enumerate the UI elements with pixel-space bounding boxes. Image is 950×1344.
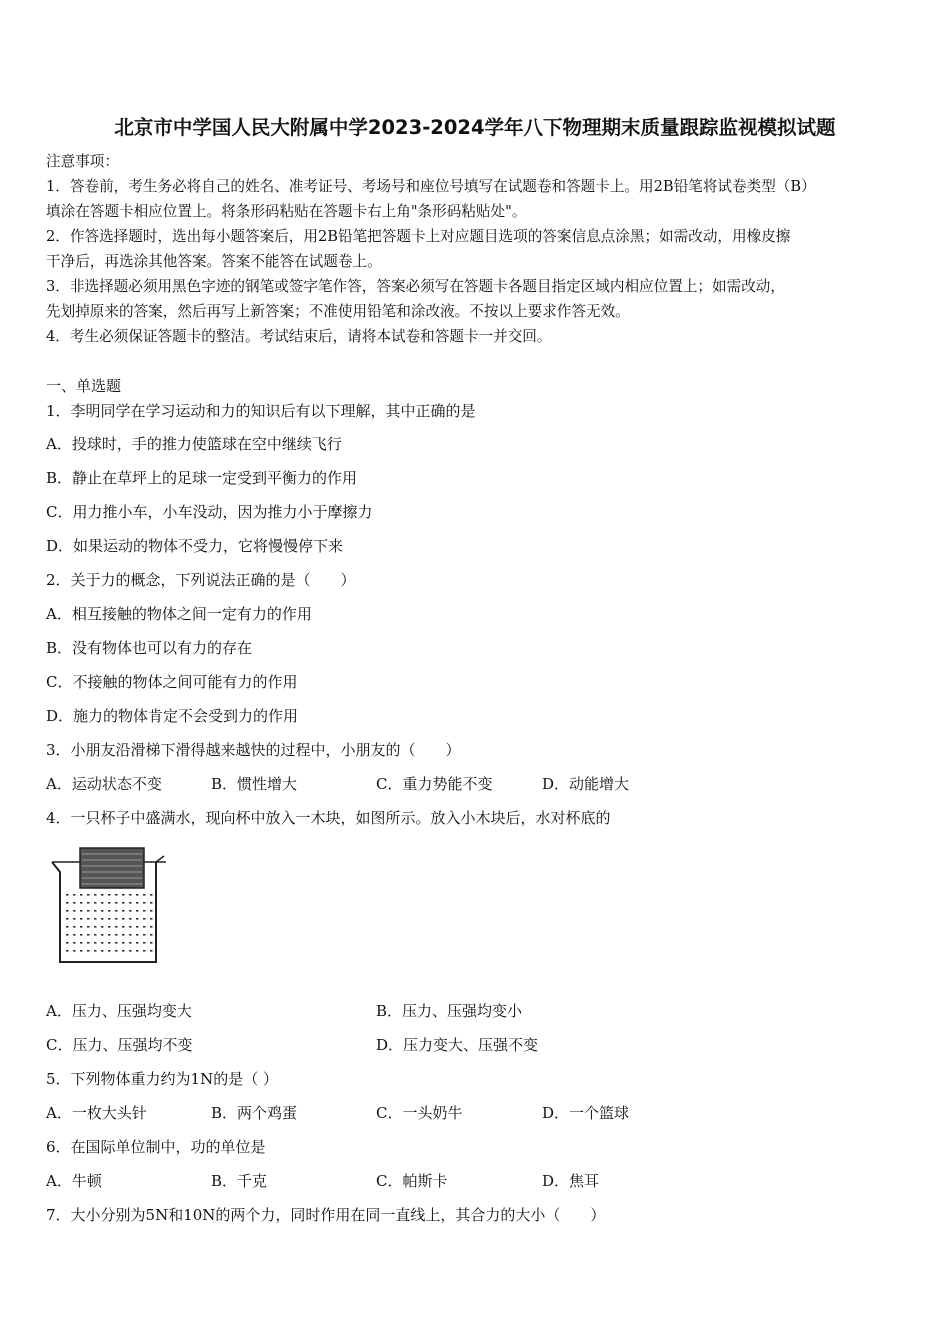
question-stem: 7．大小分别为5N和10N的两个力，同时作用在同一直线上，其合力的大小（ ）	[46, 1206, 606, 1224]
notice-line: 先划掉原来的答案，然后再写上新答案；不准使用铅笔和涂改液。不按以上要求作答无效。	[46, 303, 630, 320]
question-option: D．动能增大	[542, 775, 630, 793]
notice-line: 填涂在答题卡相应位置上。将条形码粘贴在答题卡右上角"条形码粘贴处"。	[46, 203, 527, 220]
question-option: B．没有物体也可以有力的存在	[46, 639, 253, 657]
question-option: C．不接触的物体之间可能有力的作用	[46, 673, 298, 691]
section-heading: 一、单选题	[46, 377, 122, 395]
notice-line: 干净后，再选涂其他答案。答案不能答在试题卷上。	[46, 253, 382, 270]
question-option: B．惯性增大	[211, 775, 298, 793]
question-option: B．两个鸡蛋	[211, 1104, 298, 1122]
question-stem: 4．一只杯子中盛满水，现向杯中放入一木块，如图所示。放入小木块后，水对杯底的	[46, 809, 611, 827]
question-stem: 6．在国际单位制中，功的单位是	[46, 1138, 266, 1156]
question-option: B．千克	[211, 1172, 268, 1190]
question-option: D．压力变大、压强不变	[376, 1036, 539, 1054]
question-option: A．牛顿	[46, 1172, 102, 1190]
question-option: D．一个篮球	[542, 1104, 630, 1122]
cup-with-wood-block-figure	[46, 846, 168, 970]
question-stem: 3．小朋友沿滑梯下滑得越来越快的过程中，小朋友的（ ）	[46, 741, 461, 759]
question-option: A．投球时，手的推力使篮球在空中继续飞行	[46, 435, 342, 453]
notice-line: 1．答卷前，考生务必将自己的姓名、准考证号、考场号和座位号填写在试题卷和答题卡上。用2B铅笔将试卷类型（B）	[46, 178, 816, 195]
notice-line: 3．非选择题必须用黑色字迹的钢笔或签字笔作答，答案必须写在答题卡各题目指定区域内相应位置上；如需改动，	[46, 278, 785, 295]
exam-title: 北京市中学国人民大附属中学2023-2024学年八下物理期末质量跟踪监视模拟试题	[114, 116, 836, 139]
question-option: C．帕斯卡	[376, 1172, 448, 1190]
question-option: D．如果运动的物体不受力，它将慢慢停下来	[46, 537, 344, 555]
question-option: A．压力、压强均变大	[46, 1002, 192, 1020]
question-option: A．相互接触的物体之间一定有力的作用	[46, 605, 312, 623]
question-stem: 1．李明同学在学习运动和力的知识后有以下理解，其中正确的是	[46, 402, 476, 420]
question-option: D．施力的物体肯定不会受到力的作用	[46, 707, 299, 725]
notice-heading: 注意事项：	[46, 153, 119, 170]
question-option: C．压力、压强均不变	[46, 1036, 193, 1054]
question-option: C．用力推小车，小车没动，因为推力小于摩擦力	[46, 503, 373, 521]
question-option: A．一枚大头针	[46, 1104, 147, 1122]
notice-line: 2．作答选择题时，选出每小题答案后，用2B铅笔把答题卡上对应题目选项的答案信息点涂黑；如需改动，用橡皮擦	[46, 228, 791, 245]
question-option: A．运动状态不变	[46, 775, 162, 793]
question-option: C．重力势能不变	[376, 775, 493, 793]
notice-line: 4．考生必须保证答题卡的整洁。考试结束后，请将本试卷和答题卡一并交回。	[46, 328, 552, 345]
question-option: C．一头奶牛	[376, 1104, 463, 1122]
question-option: B．静止在草坪上的足球一定受到平衡力的作用	[46, 469, 358, 487]
question-stem: 2．关于力的概念，下列说法正确的是（ ）	[46, 571, 356, 589]
question-option: D．焦耳	[542, 1172, 600, 1190]
question-stem: 5．下列物体重力约为1N的是（ ）	[46, 1070, 278, 1088]
question-option: B．压力、压强均变小	[376, 1002, 523, 1020]
